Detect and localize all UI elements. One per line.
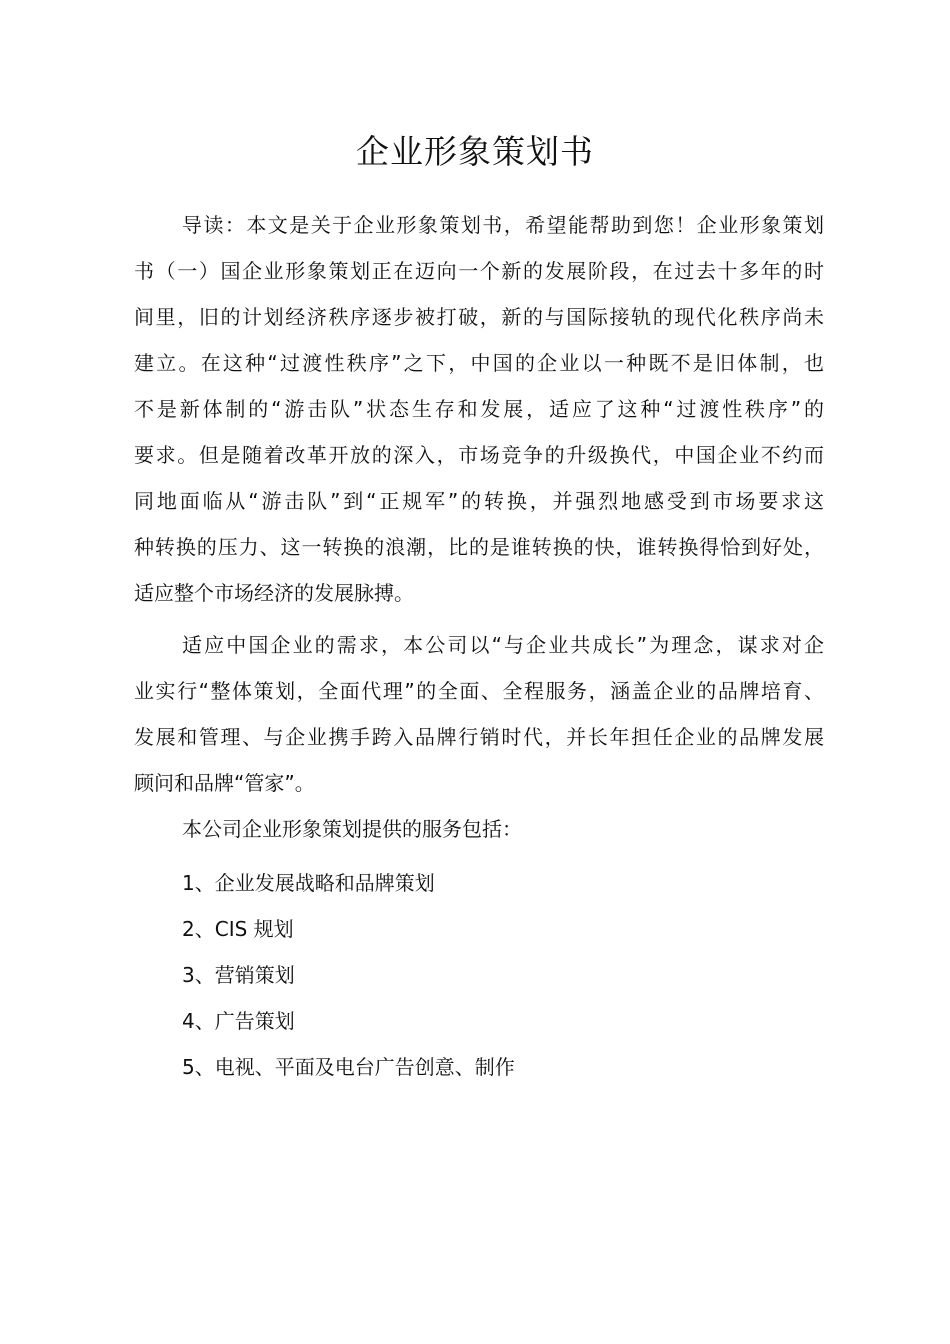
service-item: 4、广告策划 bbox=[182, 1009, 295, 1033]
text-line: 种转换的压力、这一转换的浪潮，比的是谁转换的快，谁转换得恰到好处， bbox=[134, 535, 824, 559]
text-line: 同地面临从“游击队”到“正规军”的转换，并强烈地感受到市场要求这 bbox=[134, 489, 824, 513]
service-item: 2、CIS 规划 bbox=[182, 917, 294, 941]
text-line: 导读：本文是关于企业形象策划书，希望能帮助到您！企业形象策划 bbox=[182, 213, 824, 237]
text-line: 要求。但是随着改革开放的深入，市场竞争的升级换代，中国企业不约而 bbox=[134, 443, 824, 467]
service-item: 5、电视、平面及电台广告创意、制作 bbox=[182, 1055, 515, 1079]
service-item: 3、营销策划 bbox=[182, 963, 295, 987]
service-item: 1、企业发展战略和品牌策划 bbox=[182, 871, 435, 895]
text-line: 业实行“整体策划，全面代理”的全面、全程服务，涵盖企业的品牌培育、 bbox=[134, 679, 824, 703]
text-line: 适应中国企业的需求，本公司以“与企业共成长”为理念，谋求对企 bbox=[182, 633, 824, 657]
text-line: 不是新体制的“游击队”状态生存和发展，适应了这种“过渡性秩序”的 bbox=[134, 397, 824, 421]
text-line: 顾问和品牌“管家”。 bbox=[134, 771, 315, 795]
document-title: 企业形象策划书 bbox=[356, 132, 594, 171]
text-line: 建立。在这种“过渡性秩序”之下，中国的企业以一种既不是旧体制，也 bbox=[134, 351, 824, 375]
paragraph-intro bbox=[134, 202, 824, 616]
text-line: 间里，旧的计划经济秩序逐步被打破，新的与国际接轨的现代化秩序尚未 bbox=[134, 305, 824, 329]
paragraph-philosophy bbox=[134, 622, 824, 806]
services-list bbox=[182, 860, 515, 1090]
services-intro: 本公司企业形象策划提供的服务包括： bbox=[182, 817, 522, 841]
text-line: 书（一）国企业形象策划正在迈向一个新的发展阶段，在过去十多年的时 bbox=[134, 259, 824, 283]
text-line: 发展和管理、与企业携手跨入品牌行销时代，并长年担任企业的品牌发展 bbox=[134, 725, 824, 749]
text-line: 适应整个市场经济的发展脉搏。 bbox=[134, 581, 414, 605]
